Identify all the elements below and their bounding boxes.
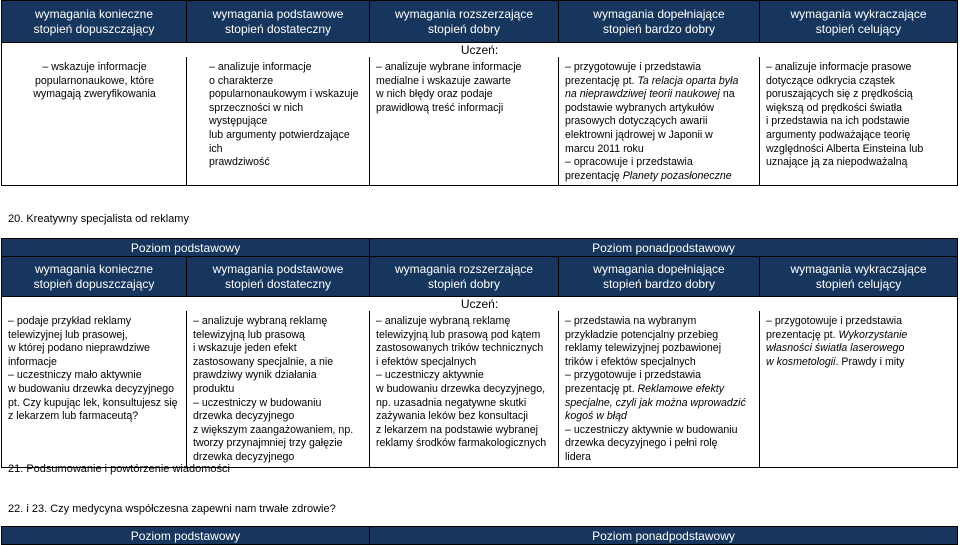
cell-rozszerzajace: – analizuje wybraną reklamę telewizyjną lub prasową pod kątem zastosowanych trików technicznych i efektów specjalnych – uczestniczy aktywnie w budowaniu drzewka decyzyjnego, np. uzasadnia negatywne skutki zażywania leków bez konsultacji z lekarzem na podstawie wybranej reklamy środków farmakologicznych xyxy=(370,311,559,467)
cell-dopelniajace: – przygotowuje i przedstawia prezentację pt. Ta relacja oparta była na nieprawdziwej teorii naukowej na podstawie wybranych artykułów prasowych dotyczących awarii elektrowni jądrowej w Japonii w marcu 2011 roku – opracowuje i przedstawia prezentację Planety pozasłoneczne xyxy=(559,57,760,186)
section-21-title: 21. Podsumowanie i powtórzenie wiadomości xyxy=(8,463,230,475)
requirements-table-19 xyxy=(1,0,958,186)
uczen-label: Uczeń: xyxy=(2,43,958,58)
level-advanced: Poziom ponadpodstawowy xyxy=(370,239,958,257)
header-podstawowe: wymagania podstawowe stopień dostateczny xyxy=(187,1,370,43)
cell-rozszerzajace: – analizuje wybrane informacje medialne i wskazuje zawarte w nich błędy oraz podaje prawidłową treść informacji xyxy=(370,57,559,186)
header-wykraczajace: wymagania wykraczające stopień celujący xyxy=(760,1,958,43)
cell-konieczne: – podaje przykład reklamy telewizyjnej lub prasowej, w której podano nieprawdziwe informacje – uczestniczy mało aktywnie w budowaniu drzewka decyzyjnego pt. Czy kupując lek, konsultujesz się z lekarzem lub farmaceutą? xyxy=(2,311,187,467)
section-22-23-title: 22. i 23. Czy medycyna współczesna zapewni nam trwałe zdrowie? xyxy=(8,503,336,515)
level-basic: Poziom podstawowy xyxy=(2,239,370,257)
header-konieczne: wymagania konieczne stopień dopuszczający xyxy=(2,1,187,43)
header-podstawowe: wymagania podstawowe stopień dostateczny xyxy=(187,257,370,297)
cell-wykraczajace: – analizuje informacje prasowe dotyczące odkrycia cząstek poruszających się z prędkością większą od prędkości światła i przedstawia na ich podstawie argumenty podważające teorię względności Alberta Einsteina lub uznające ją za niepodważalną xyxy=(760,57,958,186)
level-basic: Poziom podstawowy xyxy=(2,527,370,545)
cell-podstawowe: – analizuje informacje o charakterze popularnonaukowym i wskazuje sprzeczności w nich występujące lub argumenty potwierdzające ich prawdziwość xyxy=(187,57,370,186)
cell-podstawowe: – analizuje wybraną reklamę telewizyjną lub prasową i wskazuje jeden efekt zastosowany specjalnie, a nie prawdziwy wynik działania produktu – uczestniczy w budowaniu drzewka decyzyjnego z większym zaangażowaniem, np. tworzy przynajmniej trzy gałęzie drzewka decyzyjnego xyxy=(187,311,370,467)
uczen-label: Uczeń: xyxy=(2,297,958,312)
cell-wykraczajace: – przygotowuje i przedstawia prezentację pt. Wykorzystanie własności światła laserowego w kosmetologii. Prawdy i mity xyxy=(760,311,958,467)
cell-konieczne: – wskazuje informacje popularnonaukowe, które wymagają zweryfikowania xyxy=(2,57,187,186)
level-advanced: Poziom ponadpodstawowy xyxy=(370,527,958,545)
requirements-table-20 xyxy=(1,238,958,468)
cell-dopelniajace: – przedstawia na wybranym przykładzie potencjalny przebieg reklamy telewizyjnej pozbawionej trików i efektów specjalnych – przygotowuje i przedstawia prezentację pt. Reklamowe efekty specjalne, czyli jak można wprowadzić kogoś w błąd – uczestniczy aktywnie w budowaniu drzewka decyzyjnego i pełni rolę lidera xyxy=(559,311,760,467)
header-rozszerzajace: wymagania rozszerzające stopień dobry xyxy=(370,1,559,43)
header-wykraczajace: wymagania wykraczające stopień celujący xyxy=(760,257,958,297)
section-20-title: 20. Kreatywny specjalista od reklamy xyxy=(8,213,189,225)
requirements-table-22-23 xyxy=(1,526,958,545)
header-dopelniajace: wymagania dopełniające stopień bardzo dobry xyxy=(559,257,760,297)
header-dopelniajace: wymagania dopełniające stopień bardzo dobry xyxy=(559,1,760,43)
header-konieczne: wymagania konieczne stopień dopuszczający xyxy=(2,257,187,297)
header-rozszerzajace: wymagania rozszerzające stopień dobry xyxy=(370,257,559,297)
